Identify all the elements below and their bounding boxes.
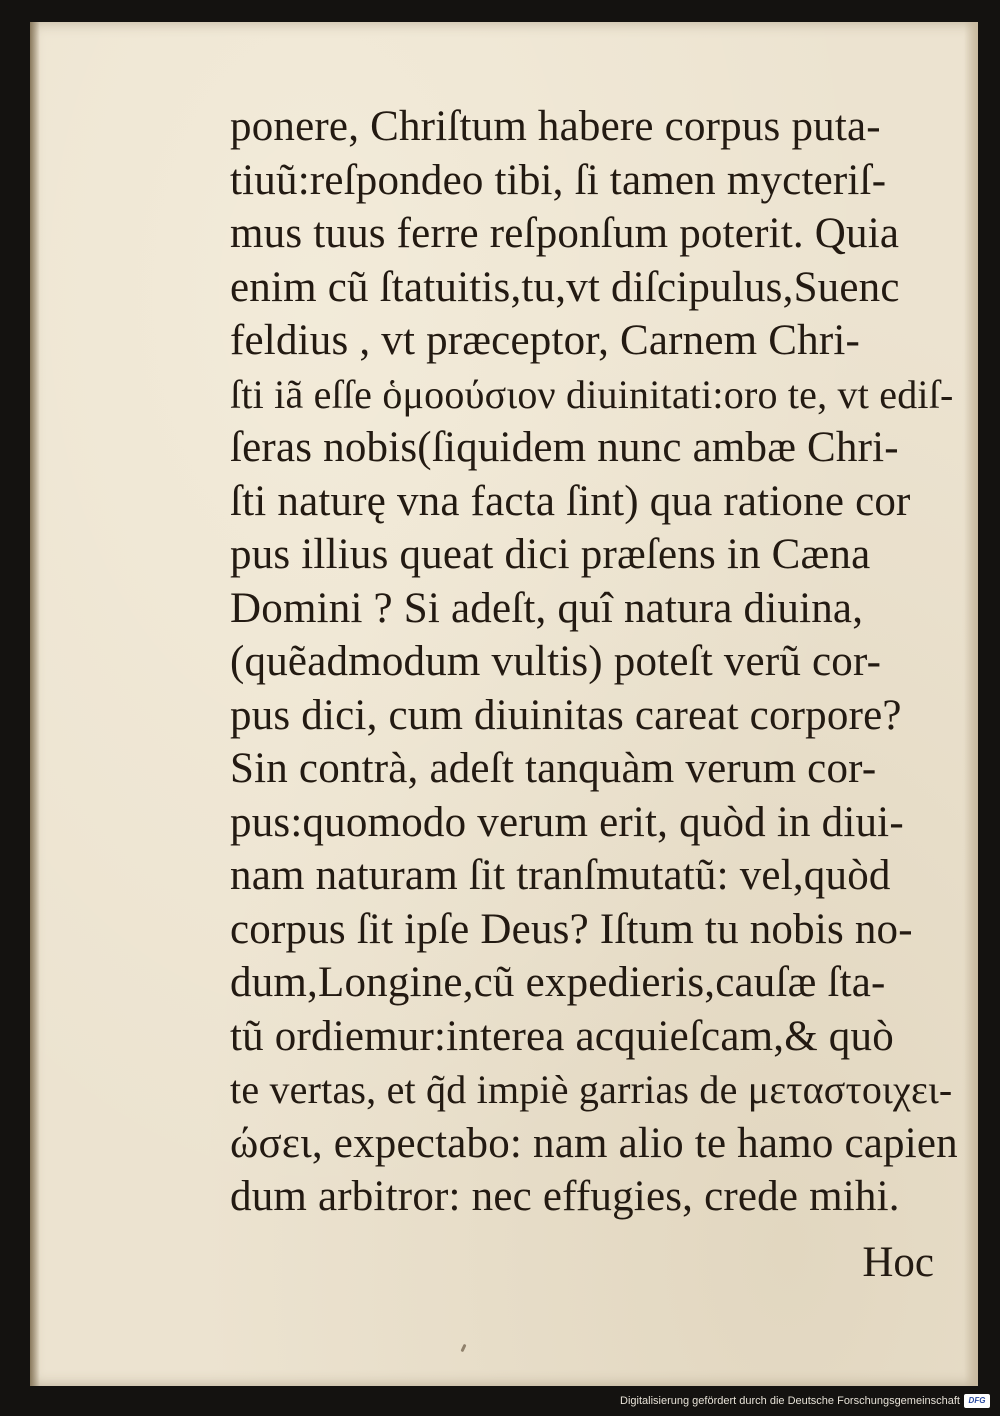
page-text-block <box>230 100 964 1224</box>
text-line: ώσει, expectabo: nam alio te hamo capien <box>230 1119 958 1167</box>
text-line: ponere, Chriſtum habere corpus puta- <box>230 103 881 150</box>
text-line: Sin contrà, adeſt tanquàm verum cor- <box>230 745 877 792</box>
text-line: ſeras nobis(ſiquidem nunc ambæ Chri- <box>230 424 899 471</box>
dfg-logo-icon: DFG <box>964 1394 990 1408</box>
text-line: ſti naturę vna facta ſint) qua ratione cor <box>230 477 911 525</box>
text-line: tiuũ:reſpondeo tibi, ſi tamen mycteriſ- <box>230 156 887 204</box>
text-line: corpus ſit ipſe Deus? Iſtum tu nobis no- <box>230 905 913 953</box>
text-line: tũ ordiemur:interea acquieſcam,& quò <box>230 1012 894 1060</box>
text-line: te vertas, et q̃d impiè garrias de μεταστοιχει- <box>230 1067 953 1112</box>
text-line: (quẽadmodum vultis) poteſt verũ cor- <box>230 638 882 685</box>
text-line: enim cũ ſtatuitis,tu,vt diſcipulus,Suenc <box>230 263 900 311</box>
paper-speck <box>460 1344 466 1353</box>
book-page <box>30 22 978 1386</box>
text-line: feldius , vt præceptor, Carnem Chri- <box>230 317 861 364</box>
text-line: ſti iã eſſe ὁμοούσιον diuinitati:oro te, vt ediſ- <box>230 371 954 417</box>
text-line: nam naturam ſit tranſmutatũ: vel,quòd <box>230 852 891 899</box>
text-line: dum,Longine,cũ expedieris,cauſæ ſta- <box>230 959 886 1006</box>
catchword: Hoc <box>862 1239 934 1286</box>
text-line: pus illius queat dici præſens in Cæna <box>230 531 871 578</box>
text-line: pus dici, cum diuinitas careat corpore? <box>230 691 902 739</box>
footer-bar <box>0 1386 1000 1416</box>
page-spine-shadow <box>30 22 40 1386</box>
text-line: dum arbitror: nec effugies, crede mihi. <box>230 1173 900 1220</box>
text-line: pus:quomodo verum erit, quòd in diui- <box>230 798 904 846</box>
page-edge-shadow <box>964 22 978 1386</box>
footer-credit: Digitalisierung gefördert durch die Deutsche Forschungsgemeinschaft <box>620 1395 960 1407</box>
text-line: Domini ? Si adeſt, quî natura diuina, <box>230 584 864 632</box>
text-line: mus tuus ferre reſponſum poterit. Quia <box>230 210 900 257</box>
